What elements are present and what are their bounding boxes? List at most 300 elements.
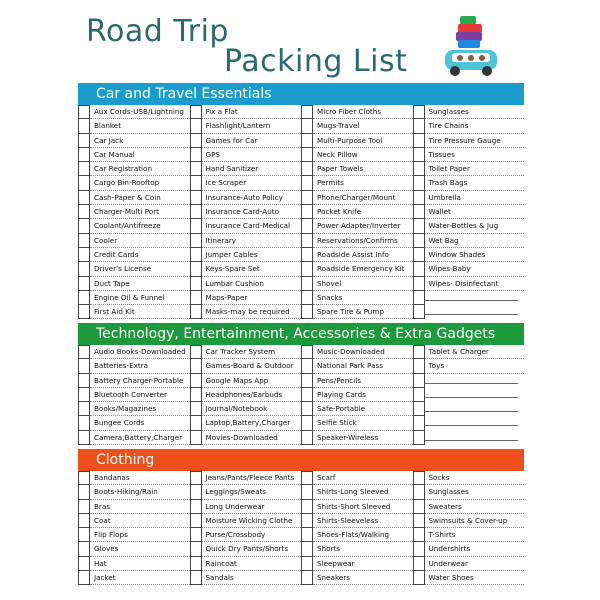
checklist-column (190, 345, 302, 445)
checkbox[interactable] (190, 234, 202, 248)
item-label: First Aid Kit (90, 305, 190, 319)
checkbox[interactable] (78, 162, 90, 176)
checkbox[interactable] (301, 191, 313, 205)
checkbox[interactable] (413, 359, 425, 373)
item-label: Wipes-Baby (425, 262, 525, 276)
checkbox[interactable] (190, 571, 202, 585)
checklist-item (301, 162, 413, 176)
checklist-grid (78, 345, 524, 445)
checkbox[interactable] (301, 105, 313, 119)
checkbox[interactable] (190, 514, 202, 528)
checkbox[interactable] (413, 416, 425, 430)
checkbox[interactable] (301, 234, 313, 248)
checkbox[interactable] (190, 557, 202, 571)
item-label: GPS (202, 148, 302, 162)
checklist-item (190, 219, 302, 233)
checklist-item (78, 571, 190, 585)
item-label: Water-Bottles & Jug (425, 219, 525, 233)
checkbox[interactable] (413, 205, 425, 219)
item-label: Quick Dry Pants/Shorts (202, 542, 302, 556)
checkbox[interactable] (413, 291, 425, 305)
checkbox[interactable] (301, 162, 313, 176)
section-technology (78, 323, 524, 445)
checklist-item (190, 345, 302, 359)
checkbox[interactable] (190, 162, 202, 176)
item-label: Phone/Charger/Mount (313, 191, 413, 205)
checkbox[interactable] (78, 219, 90, 233)
checkbox[interactable] (190, 291, 202, 305)
item-label: Gloves (90, 542, 190, 556)
checkbox[interactable] (301, 431, 313, 445)
item-label: Camera,Battery,Charger (90, 431, 190, 445)
checklist-item (190, 148, 302, 162)
item-label: Underwear (425, 557, 525, 571)
checkbox[interactable] (413, 557, 425, 571)
item-label: Sunglasses (425, 485, 525, 499)
checkbox[interactable] (190, 402, 202, 416)
checklist-item (78, 557, 190, 571)
checklist-item (301, 388, 413, 402)
checklist-item (413, 148, 525, 162)
checklist-item (190, 402, 302, 416)
checkbox[interactable] (78, 305, 90, 319)
item-label: Power Adapter/Inverter (313, 219, 413, 233)
item-label: Sleepwear (313, 557, 413, 571)
checkbox[interactable] (190, 500, 202, 514)
checklist-item (301, 148, 413, 162)
checkbox[interactable] (301, 205, 313, 219)
item-label: Moisture Wicking Clothe (202, 514, 302, 528)
checklist-item (78, 162, 190, 176)
item-label: Snacks (313, 291, 413, 305)
item-label: Car Tracker System (202, 345, 302, 359)
item-label: Movies-Downloaded (202, 431, 302, 445)
checkbox[interactable] (190, 359, 202, 373)
item-label: Wet Bag (425, 234, 525, 248)
checklist-item (78, 305, 190, 319)
item-label: Journal/Notebook (202, 402, 302, 416)
checkbox[interactable] (190, 176, 202, 190)
checklist-item (413, 162, 525, 176)
checklist-item (301, 105, 413, 119)
checklist-item (190, 485, 302, 499)
checkbox[interactable] (78, 345, 90, 359)
checkbox[interactable] (78, 402, 90, 416)
checkbox[interactable] (301, 514, 313, 528)
checkbox[interactable] (78, 134, 90, 148)
item-label: Games for Car (202, 134, 302, 148)
item-label: Roadside Assist Info (313, 248, 413, 262)
checklist-item (78, 105, 190, 119)
checklist-item (413, 291, 525, 305)
item-label: Jumper Cables (202, 248, 302, 262)
checklist-item (78, 500, 190, 514)
item-label: Lumbar Cushion (202, 277, 302, 291)
checklist-item (190, 471, 302, 485)
item-label: Google Maps App (202, 374, 302, 388)
blank-line[interactable] (425, 388, 519, 398)
checklist-item (413, 205, 525, 219)
blank-line[interactable] (425, 305, 519, 315)
checkbox[interactable] (301, 291, 313, 305)
checkbox[interactable] (413, 134, 425, 148)
checkbox[interactable] (413, 234, 425, 248)
item-label: Bras (90, 500, 190, 514)
checklist-item (413, 557, 525, 571)
checkbox[interactable] (78, 471, 90, 485)
blank-line[interactable] (425, 416, 519, 426)
checkbox[interactable] (78, 500, 90, 514)
checklist-item (78, 262, 190, 276)
checklist-item (301, 345, 413, 359)
section-clothing (78, 449, 524, 585)
checklist-item (413, 345, 525, 359)
checkbox[interactable] (413, 500, 425, 514)
checkbox[interactable] (301, 402, 313, 416)
checkbox[interactable] (78, 416, 90, 430)
checkbox[interactable] (78, 277, 90, 291)
checkbox[interactable] (413, 176, 425, 190)
checklist-item (78, 119, 190, 133)
checklist-item (301, 431, 413, 445)
checkbox[interactable] (413, 485, 425, 499)
checklist-item (190, 542, 302, 556)
checkbox[interactable] (78, 542, 90, 556)
checkbox[interactable] (78, 571, 90, 585)
section-car-travel (78, 83, 524, 319)
checklist-item (78, 291, 190, 305)
checkbox[interactable] (301, 248, 313, 262)
checklist-item (301, 291, 413, 305)
checkbox[interactable] (301, 219, 313, 233)
checklist-item (190, 557, 302, 571)
checkbox[interactable] (413, 262, 425, 276)
blank-line[interactable] (425, 431, 519, 441)
item-label: Pocket Knife (313, 205, 413, 219)
item-label: Paper Towels (313, 162, 413, 176)
checkbox[interactable] (413, 191, 425, 205)
item-label: Audio Books-Downloaded (90, 345, 190, 359)
checklist-item (413, 262, 525, 276)
item-label: Car Manual (90, 148, 190, 162)
checklist-item (78, 402, 190, 416)
item-label: Maps-Paper (202, 291, 302, 305)
item-label: Battery Charger-Portable (90, 374, 190, 388)
checklist-item (301, 528, 413, 542)
checkbox[interactable] (190, 416, 202, 430)
checkbox[interactable] (190, 105, 202, 119)
checkbox[interactable] (413, 148, 425, 162)
item-label: Shirts-Short Sleeved (313, 500, 413, 514)
item-label: Credit Cards (90, 248, 190, 262)
item-label: Headphones/Earbuds (202, 388, 302, 402)
checklist-item (413, 485, 525, 499)
checklist-item (413, 191, 525, 205)
checkbox[interactable] (413, 345, 425, 359)
checkbox[interactable] (78, 205, 90, 219)
checkbox[interactable] (413, 571, 425, 585)
checklist-item (78, 234, 190, 248)
item-label: Insurance Card-Medical (202, 219, 302, 233)
checkbox[interactable] (78, 234, 90, 248)
checkbox[interactable] (413, 431, 425, 445)
checkbox[interactable] (190, 471, 202, 485)
item-label: Flip Flops (90, 528, 190, 542)
checklist-item (190, 431, 302, 445)
checkbox[interactable] (301, 542, 313, 556)
item-label: Wallet (425, 205, 525, 219)
checkbox[interactable] (190, 374, 202, 388)
checklist-item (301, 176, 413, 190)
checkbox[interactable] (190, 148, 202, 162)
checkbox[interactable] (190, 262, 202, 276)
item-label: Sandals (202, 571, 302, 585)
checklist-item (190, 388, 302, 402)
item-label: Insurance Card-Auto (202, 205, 302, 219)
checkbox[interactable] (413, 219, 425, 233)
checklist-item (413, 219, 525, 233)
item-label: Duct Tape (90, 277, 190, 291)
checklist-column (301, 471, 413, 585)
checklist-item (190, 528, 302, 542)
blank-line[interactable] (425, 291, 519, 301)
item-label: Selfie Stick (313, 416, 413, 430)
item-label: Multi-Purpose Tool (313, 134, 413, 148)
checkbox[interactable] (301, 119, 313, 133)
checklist-grid (78, 105, 524, 319)
item-label: Raincoat (202, 557, 302, 571)
checklist-item (301, 191, 413, 205)
checkbox[interactable] (301, 416, 313, 430)
checkbox[interactable] (301, 500, 313, 514)
checkbox[interactable] (78, 262, 90, 276)
item-label: Micro Fiber Cloths (313, 105, 413, 119)
checkbox[interactable] (78, 105, 90, 119)
checkbox[interactable] (190, 431, 202, 445)
item-label: Sunglasses (425, 105, 525, 119)
checkbox[interactable] (301, 557, 313, 571)
checkbox[interactable] (301, 359, 313, 373)
checklist-item (413, 571, 525, 585)
checkbox[interactable] (413, 305, 425, 319)
checklist-column (413, 471, 525, 585)
checkbox[interactable] (301, 345, 313, 359)
checklist-item (190, 374, 302, 388)
item-label: Roadside Emergency Kit (313, 262, 413, 276)
item-label: Jacket (90, 571, 190, 585)
checkbox[interactable] (78, 374, 90, 388)
checklist-item (413, 119, 525, 133)
item-label: Masks-may be required (202, 305, 302, 319)
checkbox[interactable] (78, 514, 90, 528)
item-label: Spare Tire & Pump (313, 305, 413, 319)
checklist-item (78, 542, 190, 556)
checklist-item (301, 234, 413, 248)
checkbox[interactable] (413, 388, 425, 402)
checkbox[interactable] (78, 176, 90, 190)
checklist-item (301, 248, 413, 262)
checklist-item (78, 485, 190, 499)
checkbox[interactable] (190, 388, 202, 402)
checklist-item (190, 162, 302, 176)
checklist-item (413, 416, 525, 430)
checkbox[interactable] (190, 305, 202, 319)
checkbox[interactable] (78, 485, 90, 499)
checkbox[interactable] (413, 528, 425, 542)
item-label: National Park Pass (313, 359, 413, 373)
checkbox[interactable] (301, 485, 313, 499)
checklist-item (190, 277, 302, 291)
checkbox[interactable] (190, 134, 202, 148)
checkbox[interactable] (301, 471, 313, 485)
checkbox[interactable] (78, 148, 90, 162)
checkbox[interactable] (190, 528, 202, 542)
checkbox[interactable] (78, 359, 90, 373)
item-label: Shirts-Long Sleeved (313, 485, 413, 499)
item-label: Bungee Cords (90, 416, 190, 430)
checkbox[interactable] (301, 277, 313, 291)
item-label: Sneakers (313, 571, 413, 585)
checklist-item (413, 388, 525, 402)
item-label: Neck Pillow (313, 148, 413, 162)
checklist-item (78, 528, 190, 542)
checklist-item (190, 205, 302, 219)
checklist-item (301, 402, 413, 416)
item-label: Cargo Bin-Rooftop (90, 176, 190, 190)
checkbox[interactable] (190, 542, 202, 556)
item-label: Long Underwear (202, 500, 302, 514)
checkbox[interactable] (190, 277, 202, 291)
checkbox[interactable] (413, 119, 425, 133)
checkbox[interactable] (78, 119, 90, 133)
item-label: Shirts-Sleeveless (313, 514, 413, 528)
item-label: Trash Bags (425, 176, 525, 190)
blank-line[interactable] (425, 374, 519, 384)
checklist-item (413, 402, 525, 416)
checkbox[interactable] (190, 248, 202, 262)
checkbox[interactable] (78, 248, 90, 262)
checkbox[interactable] (413, 248, 425, 262)
checklist-item (78, 205, 190, 219)
checklist-item (190, 119, 302, 133)
checklist-item (301, 514, 413, 528)
checkbox[interactable] (301, 305, 313, 319)
checklist-item (190, 262, 302, 276)
item-label: Toilet Paper (425, 162, 525, 176)
item-label: Blanket (90, 119, 190, 133)
item-label: T-Shirts (425, 528, 525, 542)
checklist-column (78, 471, 190, 585)
checkbox[interactable] (301, 528, 313, 542)
checkbox[interactable] (301, 388, 313, 402)
checklist-item (413, 134, 525, 148)
item-label: Shorts (313, 542, 413, 556)
checklist-item (413, 500, 525, 514)
checkbox[interactable] (301, 262, 313, 276)
checklist-item (301, 262, 413, 276)
checklist-item (413, 514, 525, 528)
checkbox[interactable] (301, 134, 313, 148)
checklist-column (78, 345, 190, 445)
checkbox[interactable] (190, 205, 202, 219)
checkbox[interactable] (413, 162, 425, 176)
section-header: Technology, Entertainment, Accessories & Extra Gadgets (78, 323, 524, 345)
item-label: Tablet & Charger (425, 345, 525, 359)
item-label: Laptop,Battery,Charger (202, 416, 302, 430)
checkbox[interactable] (413, 105, 425, 119)
item-label: Driver's License (90, 262, 190, 276)
checklist-item (190, 248, 302, 262)
checkbox[interactable] (413, 471, 425, 485)
checklist-column (190, 471, 302, 585)
checkbox[interactable] (190, 119, 202, 133)
item-label: Shovel (313, 277, 413, 291)
checklist-item (413, 374, 525, 388)
checkbox[interactable] (301, 148, 313, 162)
checkbox[interactable] (413, 514, 425, 528)
checklist-column (301, 105, 413, 319)
checklist-column (413, 105, 525, 319)
checkbox[interactable] (413, 542, 425, 556)
checkbox[interactable] (78, 388, 90, 402)
checklist-column (190, 105, 302, 319)
checklist-item (190, 191, 302, 205)
checklist-item (190, 514, 302, 528)
item-label: Leggings/Sweats (202, 485, 302, 499)
blank-line[interactable] (425, 402, 519, 412)
checkbox[interactable] (413, 277, 425, 291)
item-label: Books/Magazines (90, 402, 190, 416)
checkbox[interactable] (190, 345, 202, 359)
item-label: Tire Chains (425, 119, 525, 133)
checkbox[interactable] (78, 557, 90, 571)
item-label: Permits (313, 176, 413, 190)
checkbox[interactable] (78, 431, 90, 445)
checklist-item (78, 219, 190, 233)
item-label: Cash-Paper & Coin (90, 191, 190, 205)
item-label: Music-Downloaded (313, 345, 413, 359)
checkbox[interactable] (190, 191, 202, 205)
checklist-item (413, 248, 525, 262)
checkbox[interactable] (301, 571, 313, 585)
checklist-column (413, 345, 525, 445)
checklist-item (413, 528, 525, 542)
checklist-item (190, 176, 302, 190)
item-label: Purse/Crossbody (202, 528, 302, 542)
checkbox[interactable] (413, 374, 425, 388)
checklist-item (78, 416, 190, 430)
checkbox[interactable] (190, 219, 202, 233)
item-label: Itinerary (202, 234, 302, 248)
checkbox[interactable] (78, 291, 90, 305)
item-label: Shoes-Flats/Walking (313, 528, 413, 542)
checkbox[interactable] (78, 191, 90, 205)
checklist-column (301, 345, 413, 445)
checkbox[interactable] (413, 402, 425, 416)
checklist-item (301, 119, 413, 133)
item-label: Mugs-Travel (313, 119, 413, 133)
item-label: Umbrella (425, 191, 525, 205)
checkbox[interactable] (190, 485, 202, 499)
checklist-item (301, 485, 413, 499)
checkbox[interactable] (301, 176, 313, 190)
checkbox[interactable] (301, 374, 313, 388)
checklist-item (301, 416, 413, 430)
title-line-2: Packing List (224, 44, 408, 79)
checklist-item (301, 277, 413, 291)
item-label: Hat (90, 557, 190, 571)
checkbox[interactable] (78, 528, 90, 542)
